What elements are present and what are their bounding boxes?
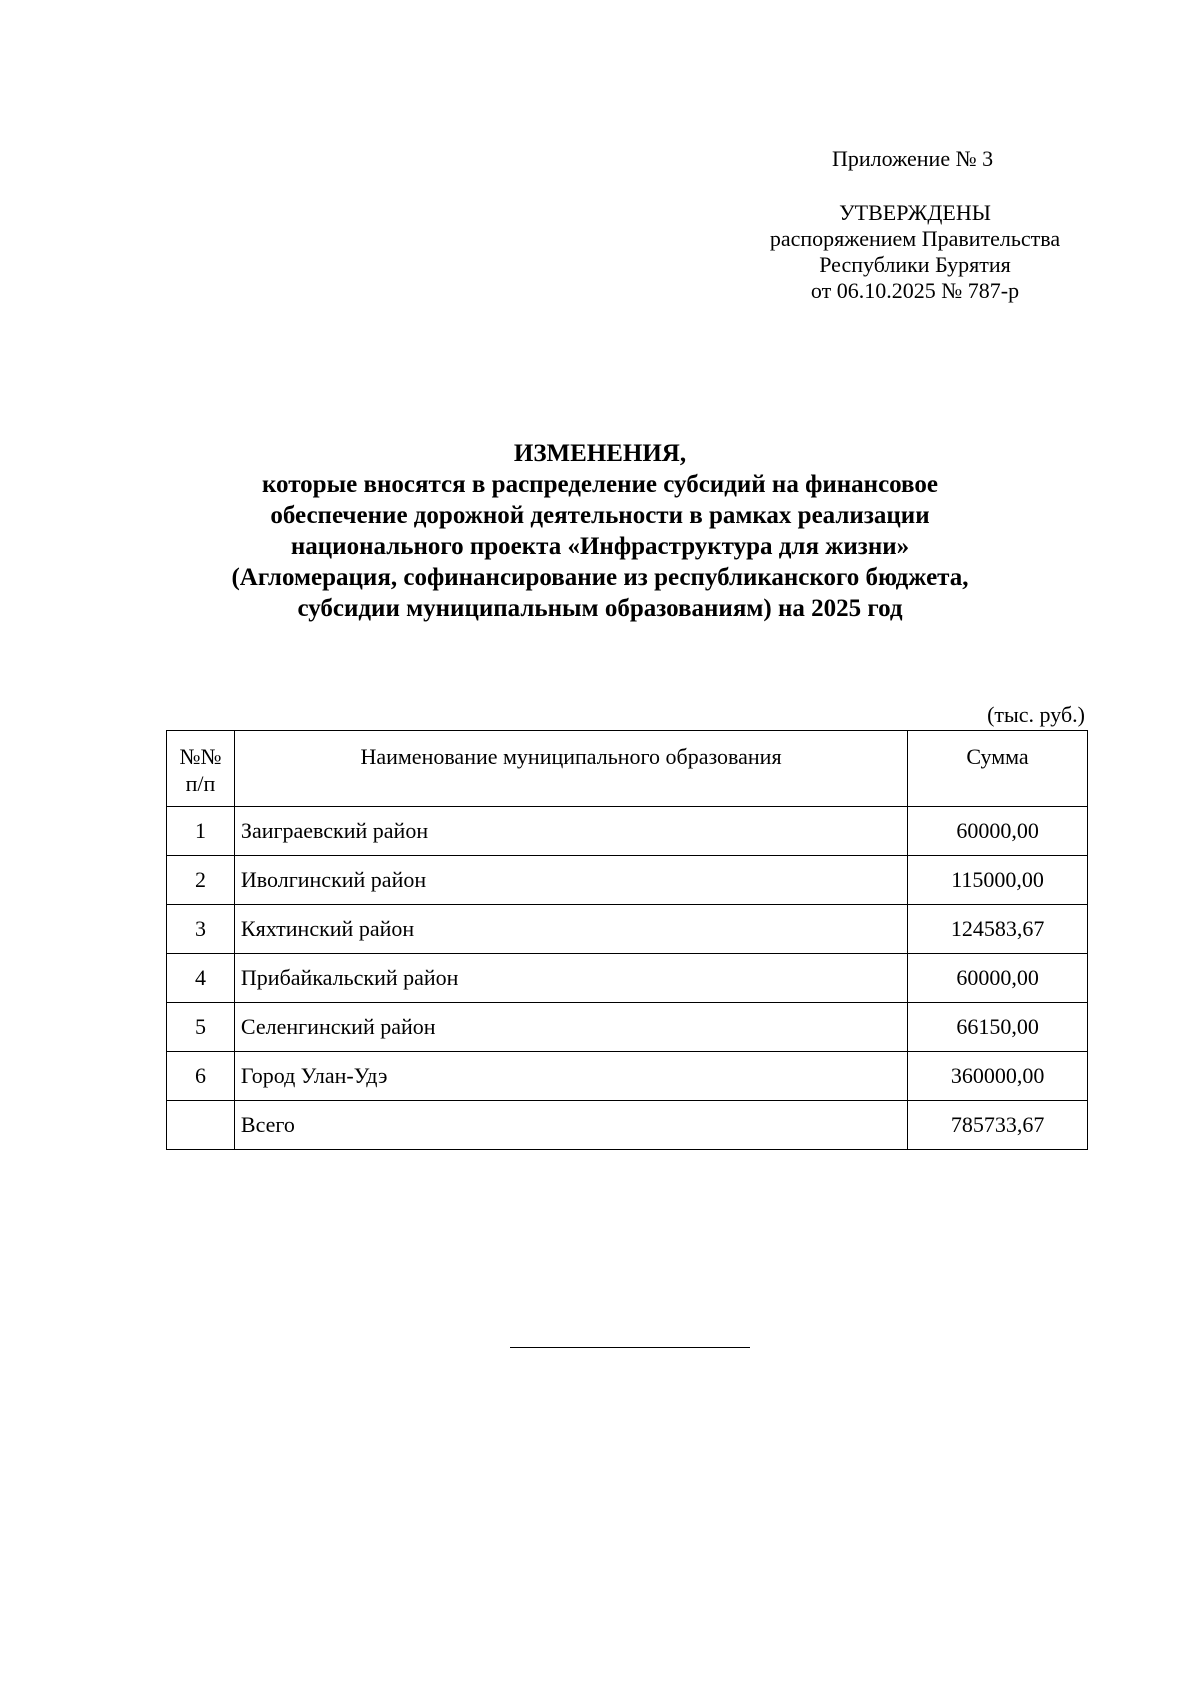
- row-name: Кяхтинский район: [234, 905, 907, 954]
- row-name: Селенгинский район: [234, 1003, 907, 1052]
- row-number: 6: [167, 1052, 235, 1101]
- approval-date-number: от 06.10.2025 № 787-р: [810, 278, 1020, 303]
- row-sum: 66150,00: [908, 1003, 1088, 1052]
- table-row: [167, 1052, 1088, 1101]
- row-sum: 115000,00: [908, 856, 1088, 905]
- title-line: которые вносятся в распределение субсидий на финансовое: [261, 471, 938, 498]
- row-number: 5: [167, 1003, 235, 1052]
- approved-label: УТВЕРЖДЕНЫ: [839, 200, 991, 225]
- approved-by-line1: распоряжением Правительства: [769, 226, 1061, 251]
- row-sum: 360000,00: [908, 1052, 1088, 1101]
- document-title: [100, 438, 1100, 624]
- table-total-row: [167, 1101, 1088, 1150]
- closing-divider-line: [510, 1347, 750, 1348]
- row-number: 4: [167, 954, 235, 1003]
- units-label: (тыс. руб.): [987, 702, 1085, 727]
- appendix-label: Приложение № 3: [832, 146, 994, 171]
- row-sum: 60000,00: [908, 954, 1088, 1003]
- total-label: Всего: [234, 1101, 907, 1150]
- header-name: Наименование муниципального образования: [234, 731, 907, 807]
- row-name: Заиграевский район: [234, 807, 907, 856]
- row-name: Город Улан-Удэ: [234, 1052, 907, 1101]
- table-row: [167, 856, 1088, 905]
- table-row: [167, 1003, 1088, 1052]
- subsidy-table: [166, 730, 1088, 1150]
- table-row: [167, 905, 1088, 954]
- row-name: Иволгинский район: [234, 856, 907, 905]
- title-line: (Агломерация, софинансирование из республиканского бюджета,: [231, 564, 969, 591]
- table-row: [167, 954, 1088, 1003]
- approved-by-line2: Республики Бурятия: [819, 252, 1011, 277]
- header-number: [167, 731, 235, 807]
- title-line: обеспечение дорожной деятельности в рамках реализации: [270, 502, 930, 529]
- title-line: национального проекта «Инфраструктура для жизни»: [290, 533, 910, 560]
- approval-stamp: [740, 200, 1090, 304]
- row-sum: 60000,00: [908, 807, 1088, 856]
- total-number: [167, 1101, 235, 1150]
- table-header-row: [167, 731, 1088, 807]
- row-number: 1: [167, 807, 235, 856]
- row-number: 3: [167, 905, 235, 954]
- total-sum: 785733,67: [908, 1101, 1088, 1150]
- row-number: 2: [167, 856, 235, 905]
- row-name: Прибайкальский район: [234, 954, 907, 1003]
- table-row: [167, 807, 1088, 856]
- header-number-line1: №№: [179, 744, 222, 769]
- header-number-line2: п/п: [185, 771, 216, 796]
- header-sum: Сумма: [908, 731, 1088, 807]
- title-line: субсидии муниципальным образованиям) на 2025 год: [297, 595, 903, 622]
- row-sum: 124583,67: [908, 905, 1088, 954]
- title-heading: ИЗМЕНЕНИЯ,: [513, 440, 687, 467]
